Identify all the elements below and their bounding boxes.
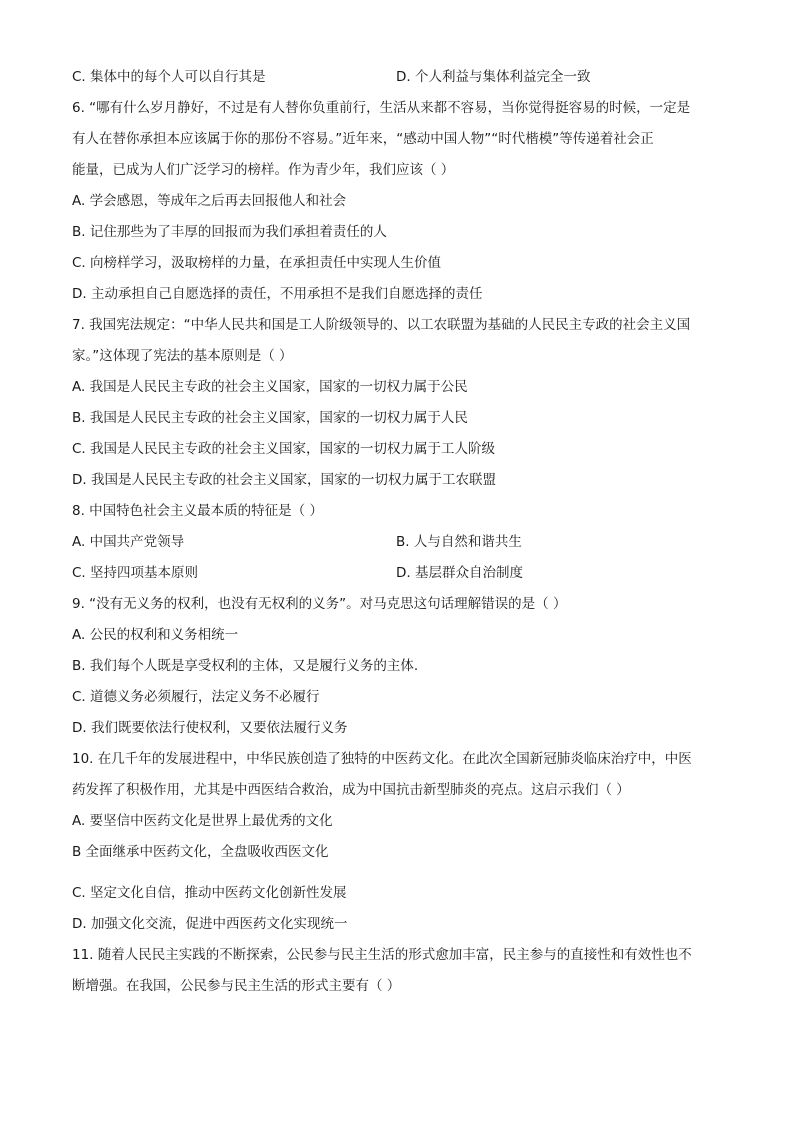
q9-option-b: B. 我们每个人既是享受权利的主体，又是履行义务的主体. xyxy=(72,658,419,674)
q10-option-c: C. 坚定文化自信，推动中医药文化创新性发展 xyxy=(72,885,347,901)
q10-stem-line: 药发挥了积极作用，尤其是中西医结合救治，成为中国抗击新型肺炎的亮点。这启示我们（ ） xyxy=(72,782,630,798)
q5-option-c: C. 集体中的每个人可以自行其是 xyxy=(72,69,266,85)
q11-stem-line: 断增强。在我国，公民参与民主生活的形式主要有（ ） xyxy=(72,978,401,994)
q6-stem-line: 有人在替你承担本应该属于你的那份不容易。”近年来，“感动中国人物”“时代楷模”等传递着社会正 xyxy=(72,131,654,147)
q8-stem-line: 8. 中国特色社会主义最本质的特征是（ ） xyxy=(72,503,323,519)
q6-option-c: C. 向榜样学习，汲取榜样的力量，在承担责任中实现人生价值 xyxy=(72,255,442,271)
q6-option-d: D. 主动承担自己自愿选择的责任，不用承担不是我们自愿选择的责任 xyxy=(72,286,483,302)
q10-stem-line: 10. 在几千年的发展进程中，中华民族创造了独特的中医药文化。在此次全国新冠肺炎临床治疗中，中医 xyxy=(72,751,692,767)
q8-options-ab xyxy=(72,527,724,558)
q10-option-d: D. 加强文化交流，促进中西医药文化实现统一 xyxy=(72,916,348,932)
q8-option-d: D. 基层群众自治制度 xyxy=(396,565,523,581)
q9-stem-line: 9. “没有无义务的权利，也没有无权利的义务”。对马克思这句话理解错误的是（ ） xyxy=(72,596,567,612)
q11-stem-line: 11. 随着人民民主实践的不断探索，公民参与民主生活的形式愈加丰富，民主参与的直接性和有效性也不 xyxy=(72,947,692,963)
q5-options-cd xyxy=(72,62,724,93)
q8-options-cd xyxy=(72,558,724,589)
q7-stem-line: 家。”这体现了宪法的基本原则是（ ） xyxy=(72,348,293,364)
q10-option-a: A. 要坚信中医药文化是世界上最优秀的文化 xyxy=(72,813,333,829)
q6-option-b: B. 记住那些为了丰厚的回报而为我们承担着责任的人 xyxy=(72,224,387,240)
spacer xyxy=(72,868,724,878)
q5-option-d: D. 个人利益与集体利益完全一致 xyxy=(396,69,591,85)
q9-option-d: D. 我们既要依法行使权利，又要依法履行义务 xyxy=(72,720,348,736)
q7-stem-line: 7. 我国宪法规定：“中华人民共和国是工人阶级领导的、以工农联盟为基础的人民民主专政的社会主义国 xyxy=(72,317,691,333)
q7-option-c: C. 我国是人民民主专政的社会主义国家，国家的一切权力属于工人阶级 xyxy=(72,441,496,457)
q8-option-a: A. 中国共产党领导 xyxy=(72,534,185,550)
q8-option-b: B. 人与自然和谐共生 xyxy=(396,534,522,550)
q9-option-c: C. 道德义务必须履行，法定义务不必履行 xyxy=(72,689,320,705)
q10-option-b: B 全面继承中医药文化，全盘吸收西医文化 xyxy=(72,844,329,860)
q8-option-c: C. 坚持四项基本原则 xyxy=(72,565,199,581)
q6-option-a: A. 学会感恩，等成年之后再去回报他人和社会 xyxy=(72,193,347,209)
exam-page xyxy=(72,62,724,1002)
q7-option-a: A. 我国是人民民主专政的社会主义国家，国家的一切权力属于公民 xyxy=(72,379,468,395)
q6-stem-line: 能量，已成为人们广泛学习的榜样。作为青少年，我们应该（ ） xyxy=(72,162,455,178)
q7-option-d: D. 我国是人民民主专政的社会主义国家，国家的一切权力属于工农联盟 xyxy=(72,472,496,488)
q6-stem-line: 6. “哪有什么岁月静好，不过是有人替你负重前行，生活从来都不容易，当你觉得挺容易的时候，一定是 xyxy=(72,100,691,116)
q7-option-b: B. 我国是人民民主专政的社会主义国家，国家的一切权力属于人民 xyxy=(72,410,468,426)
q9-option-a: A. 公民的权利和义务相统一 xyxy=(72,627,239,643)
